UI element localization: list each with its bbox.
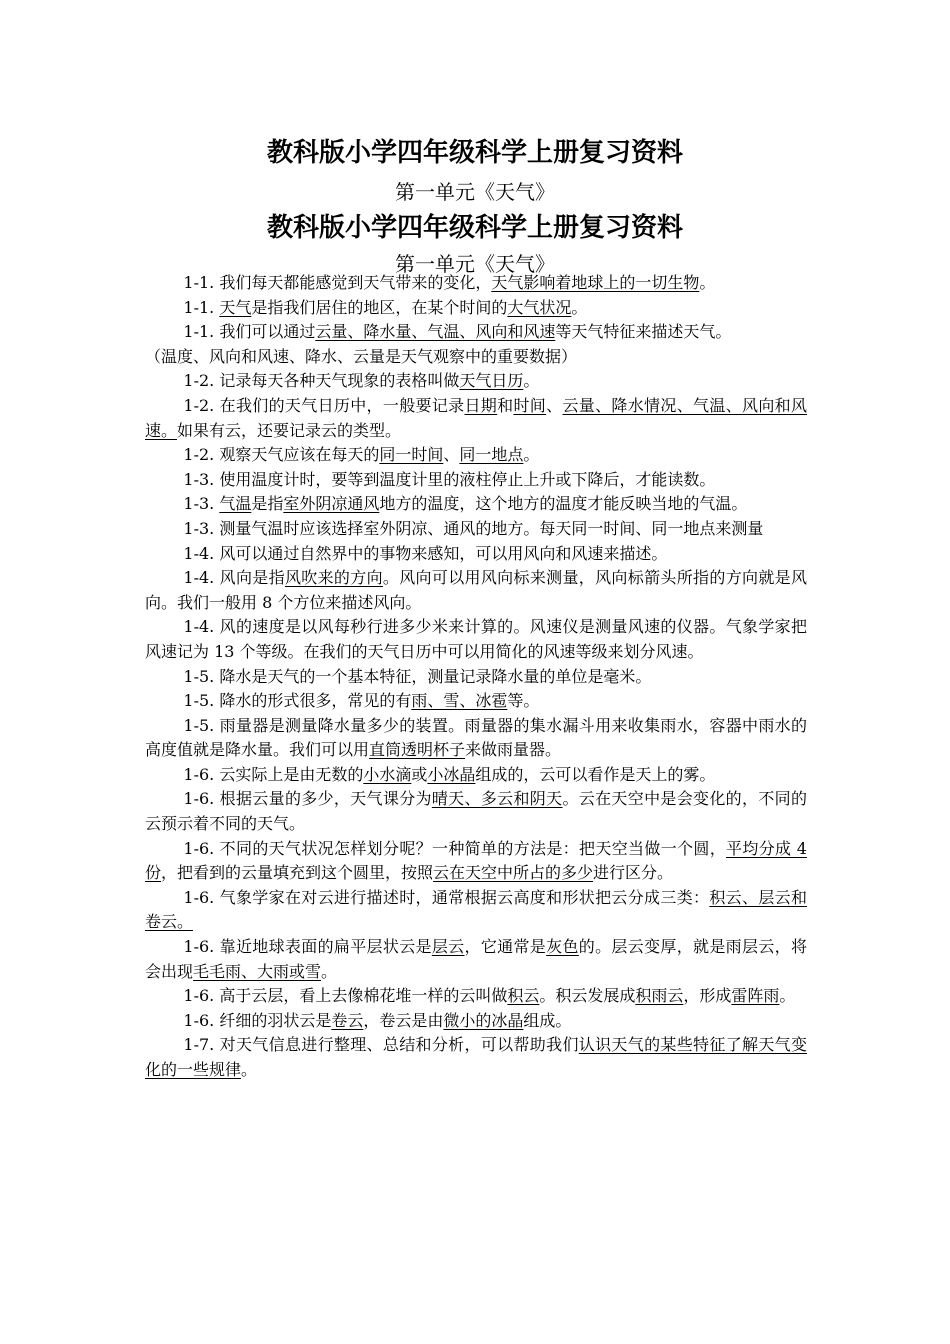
paragraph	[145, 984, 807, 1009]
underlined-key-term: 积雨云	[635, 986, 684, 1006]
paragraph	[145, 443, 807, 468]
text-run: （温度、风向和风速、降水、云量是天气观察中的重要数据）	[145, 346, 578, 366]
text-run: 、	[546, 395, 563, 415]
text-run: 。	[523, 371, 540, 391]
text-run: 1-6. 靠近地球表面的扁平层状云是	[183, 937, 432, 957]
text-run: 等天气特征来描述天气。	[555, 322, 732, 342]
underlined-key-term: 同一地点	[459, 445, 524, 465]
text-run: 1-6. 高于云层，看上去像棉花堆一样的云叫做	[183, 986, 508, 1006]
paragraph	[145, 345, 807, 370]
document-body	[145, 271, 807, 1083]
text-run: ，形成	[683, 986, 732, 1006]
text-run: 。风向可以用风向标来测量，风向标箭头所指的方向就是风向。我们一般用 8 个方位来描述风向。	[145, 568, 807, 612]
underlined-key-term: 云在天空中所占的多少	[433, 863, 594, 883]
paragraph	[145, 517, 807, 542]
underlined-key-term: 天气日历	[459, 371, 524, 391]
underlined-key-term: 平均分成 4 份	[145, 838, 807, 883]
paragraph	[145, 935, 807, 984]
paragraph	[145, 542, 807, 567]
text-run: 1-3.	[183, 494, 220, 514]
document-title: 教科版小学四年级科学上册复习资料	[266, 138, 683, 168]
text-run: 1-1. 我们可以通过	[183, 322, 316, 342]
underlined-key-term: 小冰晶	[427, 764, 476, 784]
paragraph	[145, 468, 807, 493]
paragraph	[145, 271, 807, 296]
text-run: 或	[411, 764, 428, 784]
text-run: 和	[497, 395, 514, 415]
text-run: 。云在天空中是会变化的，不同的云预示着不同的天气。	[145, 789, 807, 834]
underlined-key-term: 天气影响着地球上的一切生物	[491, 273, 700, 292]
underlined-key-term: 风吹来的方向	[284, 568, 383, 588]
underlined-key-term: 晴天、多云和阴天	[431, 789, 563, 809]
underlined-key-term: 日期	[464, 395, 498, 415]
text-run: 1-4. 风的速度是以风每秒行进多少米来计算的。风速仪是测量风速的仪器。气象学家把风速记为 13 个等级。在我们的天气日历中可以用简化的风速等级来划分风速。	[145, 617, 807, 661]
text-run: 、	[443, 445, 460, 465]
text-run: 1-3. 测量气温时应该选择室外阴凉、通风的地方。每天同一时间、同一地点来测量	[183, 518, 764, 538]
text-run: 1-4. 风向是指	[183, 568, 285, 588]
text-run: 1-1.	[183, 297, 220, 317]
underlined-key-term: 积云、层云和卷云。	[145, 887, 807, 932]
text-run: 。	[779, 986, 796, 1006]
text-run: 进行区分。	[593, 863, 674, 883]
unit-title-repeat: 第一单元《天气》	[395, 252, 555, 276]
text-run: 如果有云，还要记录云的类型。	[177, 420, 402, 440]
underlined-key-term: 云量、降水情况、气温、风向和风速。	[145, 395, 807, 440]
underlined-key-term: 大气状况	[507, 297, 572, 317]
text-run: 地方的温度，这个地方的温度才能反映当地的气温。	[379, 494, 748, 514]
paragraph	[145, 320, 807, 345]
text-run: 。	[571, 297, 588, 317]
text-run: 组成的，云可以看作是天上的雾。	[475, 764, 716, 784]
paragraph	[145, 787, 807, 836]
underlined-key-term: 直筒透明杯子	[369, 740, 466, 760]
text-run: 。	[523, 445, 540, 465]
text-run: 的。层云变厚，就是雨层云，将会出现	[145, 937, 807, 981]
underlined-key-term: 层云	[431, 937, 465, 957]
text-run: 1-4. 风可以通过自然界中的事物来感知，可以用风向和风速来描述。	[183, 543, 668, 563]
underlined-key-term: 小水滴	[363, 764, 412, 784]
text-run: 1-6. 气象学家在对云进行描述时，通常根据云高度和形状把云分成三类：	[183, 887, 710, 907]
text-run: 1-5. 降水的形式很多，常见的有	[183, 691, 412, 711]
text-run: 1-3. 使用温度计时，要等到温度计里的液柱停止上升或下降后，才能读数。	[183, 469, 716, 489]
text-run: 等。	[507, 691, 540, 711]
paragraph	[145, 886, 807, 935]
text-run: 1-6. 纤细的羽状云是	[183, 1010, 332, 1030]
paragraph	[145, 837, 807, 886]
text-run: 。	[321, 961, 338, 981]
underlined-key-term: 微小的冰晶	[443, 1010, 524, 1030]
underlined-key-term: 气温	[219, 494, 252, 514]
text-run: 1-5. 雨量器是测量降水量多少的装置。雨量器的集水漏斗用来收集雨水，容器中雨水的高度值就是降水量。我们可以用	[145, 715, 807, 760]
underlined-key-term: 认识天气的某些特征了解天气变化的一些规律	[145, 1035, 807, 1079]
underlined-key-term: 积云	[507, 986, 540, 1006]
text-run: 1-6. 根据云量的多少，天气课分为	[183, 789, 432, 809]
text-run: 。	[699, 273, 716, 292]
underlined-key-term: 时间	[513, 395, 547, 415]
paragraph	[145, 615, 807, 664]
text-run: 。	[241, 1060, 258, 1079]
paragraph	[145, 296, 807, 321]
paragraph	[145, 1009, 807, 1034]
paragraph	[145, 665, 807, 690]
text-run: 1-1. 我们每天都能感觉到天气带来的变化，	[183, 273, 492, 292]
underlined-key-term: 灰色	[546, 937, 579, 957]
paragraph	[145, 566, 807, 615]
unit-title: 第一单元《天气》	[395, 180, 555, 204]
text-run: 是指	[251, 494, 284, 514]
text-run: 是指我们居住的地区，在某个时间的	[251, 297, 508, 317]
document-title-repeat: 教科版小学四年级科学上册复习资料	[266, 213, 683, 243]
text-run: 1-7. 对天气信息进行整理、总结和分析，可以帮助我们	[183, 1035, 579, 1055]
underlined-key-term: 卷云	[331, 1010, 364, 1030]
paragraph	[145, 492, 807, 517]
paragraph	[145, 394, 807, 443]
underlined-key-term: 雨、雪、冰雹	[411, 691, 508, 711]
text-run: 1-2. 观察天气应该在每天的	[183, 445, 380, 465]
text-run: ，把看到的云量填充到这个圆里，按照	[161, 863, 434, 883]
text-run: 1-6. 不同的天气状况怎样划分呢？一种简单的方法是：把天空当做一个圆，	[183, 838, 727, 858]
text-run: 1-6. 云实际上是由无数的	[183, 764, 364, 784]
underlined-key-term: 毛毛雨、大雨或雪	[193, 961, 322, 981]
text-run: 1-5. 降水是天气的一个基本特征，测量记录降水量的单位是毫米。	[183, 666, 652, 686]
underlined-key-term: 室外阴凉通风	[283, 494, 380, 514]
underlined-key-term: 同一时间	[379, 445, 444, 465]
underlined-key-term: 雷阵雨	[731, 986, 780, 1006]
text-run: ，它通常是	[464, 937, 547, 957]
text-run: ，卷云是由	[363, 1010, 444, 1030]
text-run: 。积云发展成	[539, 986, 636, 1006]
text-run: 组成。	[523, 1010, 572, 1030]
paragraph	[145, 714, 807, 763]
text-run: 1-2. 在我们的天气日历中，一般要记录	[183, 395, 465, 415]
paragraph	[145, 369, 807, 394]
underlined-key-term: 天气	[219, 297, 252, 317]
paragraph	[145, 1033, 807, 1082]
paragraph	[145, 763, 807, 788]
underlined-key-term: 云量、降水量、气温、风向和风速	[315, 322, 556, 342]
text-run: 1-2. 记录每天各种天气现象的表格叫做	[183, 371, 460, 391]
paragraph	[145, 689, 807, 714]
text-run: 来做雨量器。	[465, 740, 562, 760]
